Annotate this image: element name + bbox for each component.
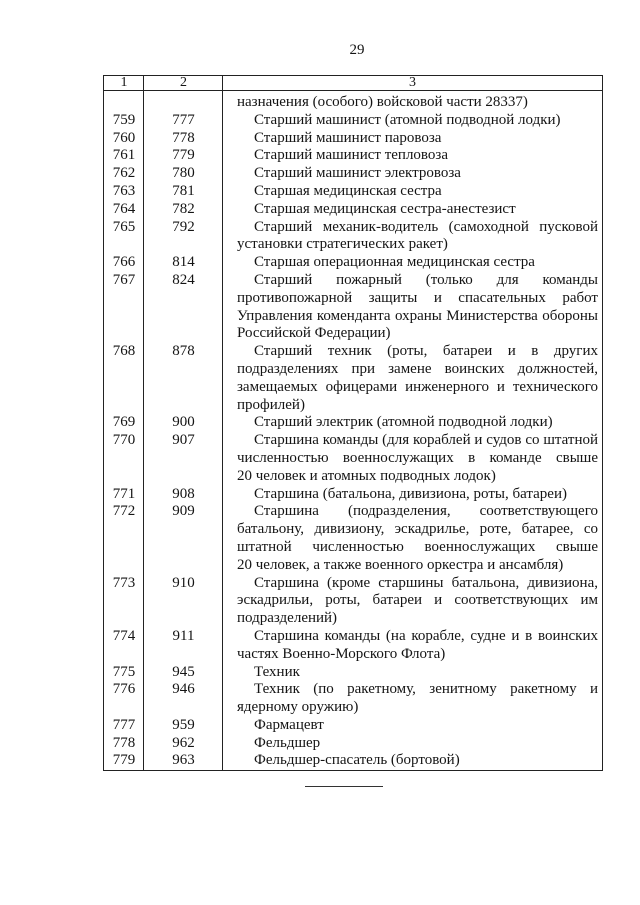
row-code: 778 [172,129,195,146]
row-number [104,94,144,112]
row-number: 764 [112,200,136,217]
title-line: Старшина (батальона, дивизиона, роты, батареи) [254,485,567,502]
column-divider-2 [222,76,223,770]
row-position-title [223,254,602,272]
row-code: 911 [172,627,195,644]
table-row [104,628,602,664]
row-position-title [223,183,602,201]
row-code: 909 [172,503,195,520]
row-position-title [223,681,602,717]
row-number: 769 [112,414,136,431]
table-row [104,254,602,272]
row-position-title [223,130,602,148]
row-number: 762 [112,165,136,182]
row-code: 962 [172,734,195,751]
footer-rule [305,786,383,787]
row-code: 878 [172,343,195,360]
row-position-title [223,664,602,682]
table-row [104,201,602,219]
row-code: 792 [172,218,195,235]
row-position-title [223,201,602,219]
row-position-title [223,735,602,753]
row-position-title [223,219,602,255]
row-position-title [223,272,602,343]
table-row [104,272,602,343]
table-row [104,343,602,414]
table-header [104,76,602,91]
row-number: 777 [112,716,136,733]
table-row [104,219,602,255]
title-line: Фельдшер-спасатель (бортовой) [254,752,460,769]
title-line: штатной численностью военнослужащих свыше [237,538,598,555]
row-position-title [223,503,602,574]
row-code: 907 [172,432,195,449]
title-line: Старший пожарный (только для команды [254,271,598,288]
row-position-title [223,486,602,504]
row-number: 779 [112,752,136,769]
row-number: 772 [112,503,136,520]
table-row [104,147,602,165]
row-code: 946 [172,681,195,698]
row-code: 824 [172,271,195,288]
title-line: численностью военнослужащих в команде свыше [237,449,598,466]
row-number: 770 [112,432,136,449]
title-line: Техник (по ракетному, зенитному ракетному и [254,681,598,698]
row-code: 814 [172,254,195,271]
row-position-title [223,414,602,432]
row-code: 780 [172,165,195,182]
title-line: эскадрильи, роты, батареи и соответствующих им [237,592,598,609]
title-line: Старший машинист паровоза [254,129,442,146]
page-number: 29 [349,42,365,58]
table-row-continuation [104,94,602,112]
title-line: частях Военно-Морского Флота) [237,645,446,662]
title-line: Фельдшер [254,734,321,751]
table-body [104,91,602,770]
row-code: 945 [172,663,195,680]
title-line: Старший машинист тепловоза [254,147,448,164]
row-position-title [223,94,602,112]
row-number: 778 [112,734,136,751]
title-line: противопожарной защиты и спасательных работ [237,289,598,306]
title-line: подразделений) [237,610,338,627]
title-line: 20 человек, а также военного оркестра и ансамбля) [237,556,564,573]
row-code: 777 [172,111,195,128]
row-number: 765 [112,218,136,235]
row-position-title [223,717,602,735]
table-row [104,575,602,628]
title-line: Старший машинист электровоза [254,165,461,182]
row-code: 779 [172,147,195,164]
title-line: профилей) [237,396,305,413]
row-code: 900 [172,414,195,431]
title-line: назначения (особого) войсковой части 28337) [237,94,528,110]
row-number: 767 [112,271,136,288]
title-line: подразделениях при замене воинских должностей, [237,360,598,377]
title-line: Старший техник (роты, батареи и в других [254,343,598,360]
table-row [104,717,602,735]
row-number: 774 [112,627,136,644]
header-cell-2: 2 [180,75,187,90]
row-position-title [223,165,602,183]
title-line: Старший машинист (атомной подводной лодки) [254,111,561,128]
column-divider-1 [143,76,144,770]
row-number: 771 [112,485,136,502]
row-number: 776 [112,681,136,698]
title-line: батальону, дивизиону, эскадрилье, роте, батарее, со [237,521,598,538]
title-line: установки стратегических ракет) [237,236,448,253]
row-position-title [223,343,602,414]
table-row [104,503,602,574]
title-line: замещаемых офицерами инженерного и технического [237,378,598,395]
title-line: Российской Федерации) [237,325,391,342]
header-cell-3: 3 [409,75,416,90]
table-row [104,486,602,504]
row-position-title [223,575,602,628]
row-number: 760 [112,129,136,146]
row-code: 963 [172,752,195,769]
row-code: 782 [172,200,195,217]
row-number: 775 [112,663,136,680]
row-code: 959 [172,716,195,733]
row-code: 910 [172,574,195,591]
row-number: 761 [112,147,136,164]
title-line: Старшая операционная медицинская сестра [254,254,535,271]
row-number: 763 [112,182,136,199]
header-cell-1: 1 [120,75,128,90]
table-row [104,681,602,717]
table-row [104,735,602,753]
title-line: Старшина (кроме старшины батальона, дивизиона, [254,574,598,591]
table-row [104,112,602,130]
table-row [104,664,602,682]
title-line: ядерному оружию) [237,699,359,716]
row-number: 766 [112,254,136,271]
row-position-title [223,432,602,485]
title-line: Старший механик-водитель (самоходной пусковой [254,218,598,235]
table-row [104,130,602,148]
row-position-title [223,752,602,770]
title-line: Управления коменданта охраны Министерства обороны [237,307,598,324]
row-number: 773 [112,574,136,591]
table-row [104,752,602,770]
table-row [104,414,602,432]
title-line: 20 человек и атомных подводных лодок) [237,467,496,484]
title-line: Техник [254,663,300,680]
row-code: 908 [172,485,195,502]
row-code [144,94,223,112]
title-line: Старшая медицинская сестра-анестезист [254,200,516,217]
table-row [104,165,602,183]
title-line: Старшина команды (на корабле, судне и в воинских [254,627,598,644]
row-position-title [223,628,602,664]
row-position-title [223,147,602,165]
title-line: Старшина (подразделения, соответствующего [254,503,598,520]
title-line: Старший электрик (атомной подводной лодки) [254,414,553,431]
row-number: 759 [112,111,136,128]
title-line: Старшая медицинская сестра [254,182,442,199]
row-position-title [223,112,602,130]
row-code: 781 [172,182,195,199]
positions-table [103,75,603,771]
row-number: 768 [112,343,136,360]
table-row [104,183,602,201]
table-row [104,432,602,485]
title-line: Старшина команды (для кораблей и судов со штатной [254,432,598,449]
title-line: Фармацевт [254,716,324,733]
